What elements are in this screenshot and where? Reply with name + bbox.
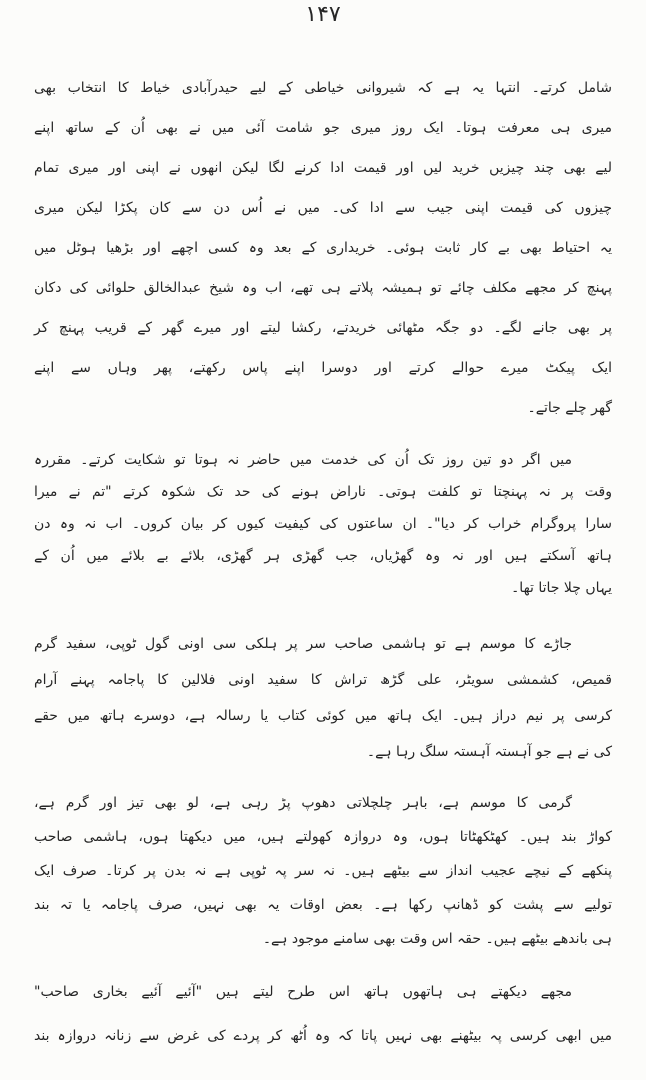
text-line: مجھے دیکھتے ہی ہاتھوں ہاتھ اس طرح لیتے ہیں "آئیے آئیے بخاری صاحب" xyxy=(34,984,572,1000)
text-line: جاڑے کا موسم ہے تو ہاشمی صاحب سر پر ہلکی سی اونی گول ٹوپی، سفید گرم xyxy=(34,636,572,652)
text-line: میں اگر دو تین روز تک اُن کی خدمت میں حاضر نہ ہوتا تو شکایت کرتے۔ مقررہ xyxy=(34,452,572,468)
text-line: کی نے ہے جو آہستہ آہستہ سلگ رہا ہے۔ xyxy=(366,744,612,760)
text-line: پر بھی جانے لگے۔ دو جگہ مٹھائی خریدتے، رکشا لیتے اور میرے گھر کے قریب پہنچ کر xyxy=(34,320,612,336)
text-line: میری ہی معرفت ہوتا۔ ایک روز میری جو شامت آئی میں نے بھی اُن کے ساتھ اپنے xyxy=(34,120,612,136)
text-line: کواڑ بند ہیں۔ کھٹکھٹاتا ہوں، وہ دروازہ کھولتے ہیں، میں دیکھتا ہوں، ہاشمی صاحب xyxy=(34,829,612,845)
text-line: پہنچ کر مجھے مکلف چائے تو ہمیشہ پلاتے ہی تھے، اب وہ شیخ عبدالخالق حلوائی کی دکان xyxy=(34,280,612,296)
text-line: تولیے سے پشت کو ڈھانپ رکھا ہے۔ بعض اوقات یہ بھی نہیں، صرف پاجامہ یا تہ بند xyxy=(34,897,612,913)
text-line: یہاں چلا جاتا تھا۔ xyxy=(511,580,612,596)
text-line: سارا پروگرام خراب کر دیا"۔ ان ساعتوں کی کیفیت کیوں کر بیان کروں۔ اب نہ وہ دن xyxy=(34,516,612,532)
text-line: لیے بھی چند چیزیں خرید لیں اور قیمت ادا کرنے لگا لیکن انھوں نے اپنی اور میری تمام xyxy=(34,160,612,176)
paragraph xyxy=(34,68,612,428)
text-line: ہاتھ آسکتے ہیں اور نہ وہ گھڑیاں، جب گھڑی ہر گھڑی، بلائے بے بلائے میں اُن کے xyxy=(34,548,612,564)
page-number: ۱۴۷ xyxy=(305,2,341,27)
text-line: قمیص، کشمشی سویٹر، علی گڑھ تراش کا سفید اونی فلالین کا پاجامہ پہنے آرام xyxy=(34,672,612,688)
text-line: کرسی پر نیم دراز ہیں۔ ایک ہاتھ میں کوئی کتاب یا رسالہ ہے، دوسرے ہاتھ میں حقے xyxy=(34,708,612,724)
text-line: یہ احتیاط بھی بے کار ثابت ہوئی۔ خریداری کے بعد وہ کسی اچھے اور بڑھیا ہوٹل میں xyxy=(34,240,612,256)
text-line: میں ابھی کرسی پہ بیٹھنے بھی نہیں پاتا کہ وہ اُٹھ کر پردے کی غرض سے زنانہ دروازہ بند xyxy=(34,1028,612,1044)
text-line: پنکھے کے نیچے عجیب انداز سے بیٹھے ہیں۔ نہ سر پہ ٹوپی ہے نہ بدن پر کرتا۔ صرف ایک xyxy=(34,863,612,879)
text-line: وقت پر نہ پہنچتا تو کلفت ہوتی۔ ناراض ہونے کی حد تک شکوہ کرتے "تم نے میرا xyxy=(34,484,612,500)
text-line: ہی باندھے بیٹھے ہیں۔ حقہ اس وقت بھی سامنے موجود ہے۔ xyxy=(262,931,612,947)
text-line: گرمی کا موسم ہے، باہر چلچلاتی دھوپ پڑ رہی ہے، لو بھی تیز اور گرم ہے، xyxy=(34,795,572,811)
text-line: شامل کرتے۔ انتہا یہ ہے کہ شیروانی خیاطی کے لیے حیدرآبادی خیاط کا انتخاب بھی xyxy=(34,80,612,96)
text-line: گھر چلے جاتے۔ xyxy=(527,400,612,416)
text-line: ایک پیکٹ میرے حوالے کرتے اور دوسرا اپنے پاس رکھتے، پھر وہاں سے اپنے xyxy=(34,360,612,376)
paragraph xyxy=(34,786,612,956)
paragraph xyxy=(34,970,612,1058)
paragraph xyxy=(34,444,612,604)
paragraph xyxy=(34,626,612,770)
text-line: چیزوں کی قیمت اپنی جیب سے ادا کی۔ میں نے اُس دن سے کان پکڑا لیکن میری xyxy=(34,200,612,216)
